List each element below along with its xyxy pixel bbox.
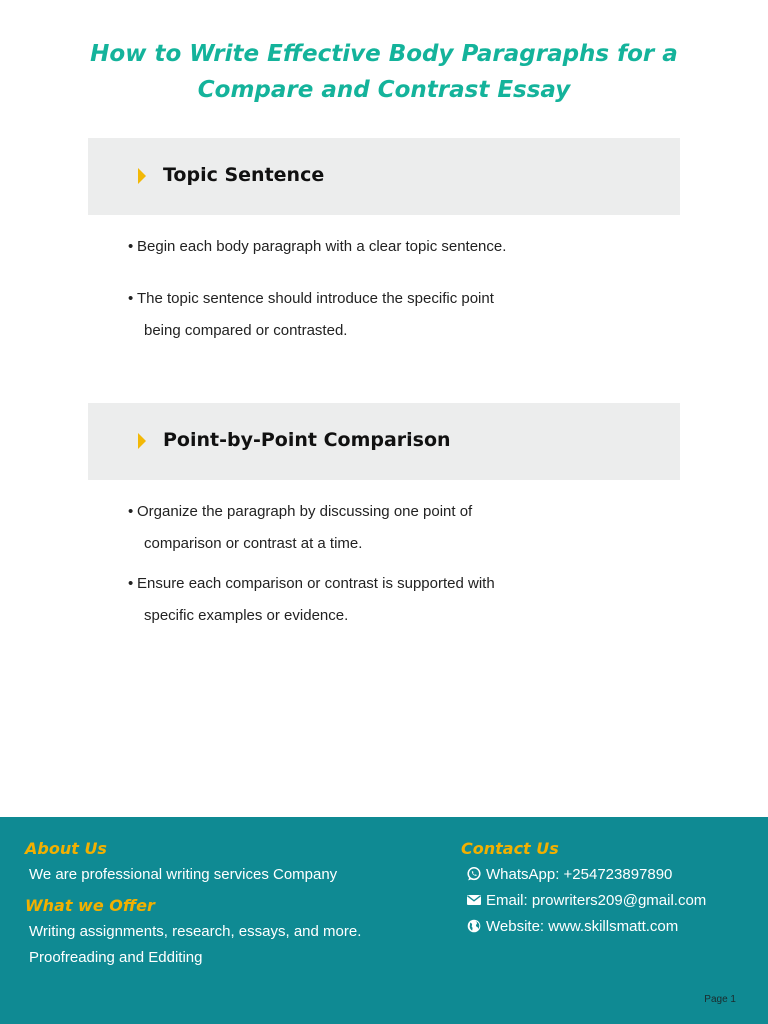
- bullet-dot: •: [128, 290, 134, 307]
- contact-email[interactable]: [466, 888, 706, 914]
- what-we-offer-heading: What we Offer: [25, 896, 155, 915]
- triangle-bullet-icon: [138, 433, 146, 449]
- contact-text: Email: prowriters209@gmail.com: [486, 892, 707, 909]
- contact-us-heading: Contact Us: [461, 839, 559, 858]
- contact-website[interactable]: [466, 914, 678, 940]
- globe-icon: [466, 917, 482, 933]
- section-heading-text: Point-by-Point Comparison: [163, 429, 451, 451]
- bullet-text-continued: comparison or contrast at a time.: [144, 535, 363, 552]
- bullet-text-continued: specific examples or evidence.: [144, 607, 349, 624]
- envelope-icon: [466, 891, 482, 907]
- contact-whatsapp[interactable]: [466, 862, 672, 888]
- about-us-heading: About Us: [25, 839, 107, 858]
- contact-text: Website: www.skillsmatt.com: [486, 918, 679, 935]
- bullet-item: [128, 231, 548, 263]
- bullet-text-continued: being compared or contrasted.: [144, 322, 348, 339]
- page-title: How to Write Effective Body Paragraphs for a Compare and Contrast Essay: [90, 41, 678, 103]
- section-heading-point-by-point: [88, 403, 680, 480]
- bullet-dot: •: [128, 238, 134, 255]
- bullet-text: Ensure each comparison or contrast is supported with: [137, 575, 495, 592]
- section-heading-text: Topic Sentence: [163, 164, 325, 186]
- offer-line: Writing assignments, research, essays, and more.: [29, 923, 362, 940]
- triangle-bullet-icon: [138, 168, 146, 184]
- offer-line: Proofreading and Edditing: [29, 949, 203, 966]
- bullet-text: Begin each body paragraph with a clear topic sentence.: [137, 238, 507, 255]
- about-us-text: We are professional writing services Company: [29, 866, 338, 883]
- footer: [0, 817, 768, 1024]
- page-number: Page 1: [704, 994, 736, 1005]
- whatsapp-icon: [466, 865, 482, 881]
- bullet-item: [128, 496, 548, 560]
- bullet-text: Organize the paragraph by discussing one point of: [137, 503, 473, 520]
- section-heading-topic-sentence: [88, 138, 680, 215]
- bullet-item: [128, 283, 548, 347]
- bullet-text: The topic sentence should introduce the specific point: [137, 290, 494, 307]
- bullet-dot: •: [128, 503, 134, 520]
- contact-text: WhatsApp: +254723897890: [486, 866, 673, 883]
- bullet-dot: •: [128, 575, 134, 592]
- bullet-item: [128, 568, 548, 632]
